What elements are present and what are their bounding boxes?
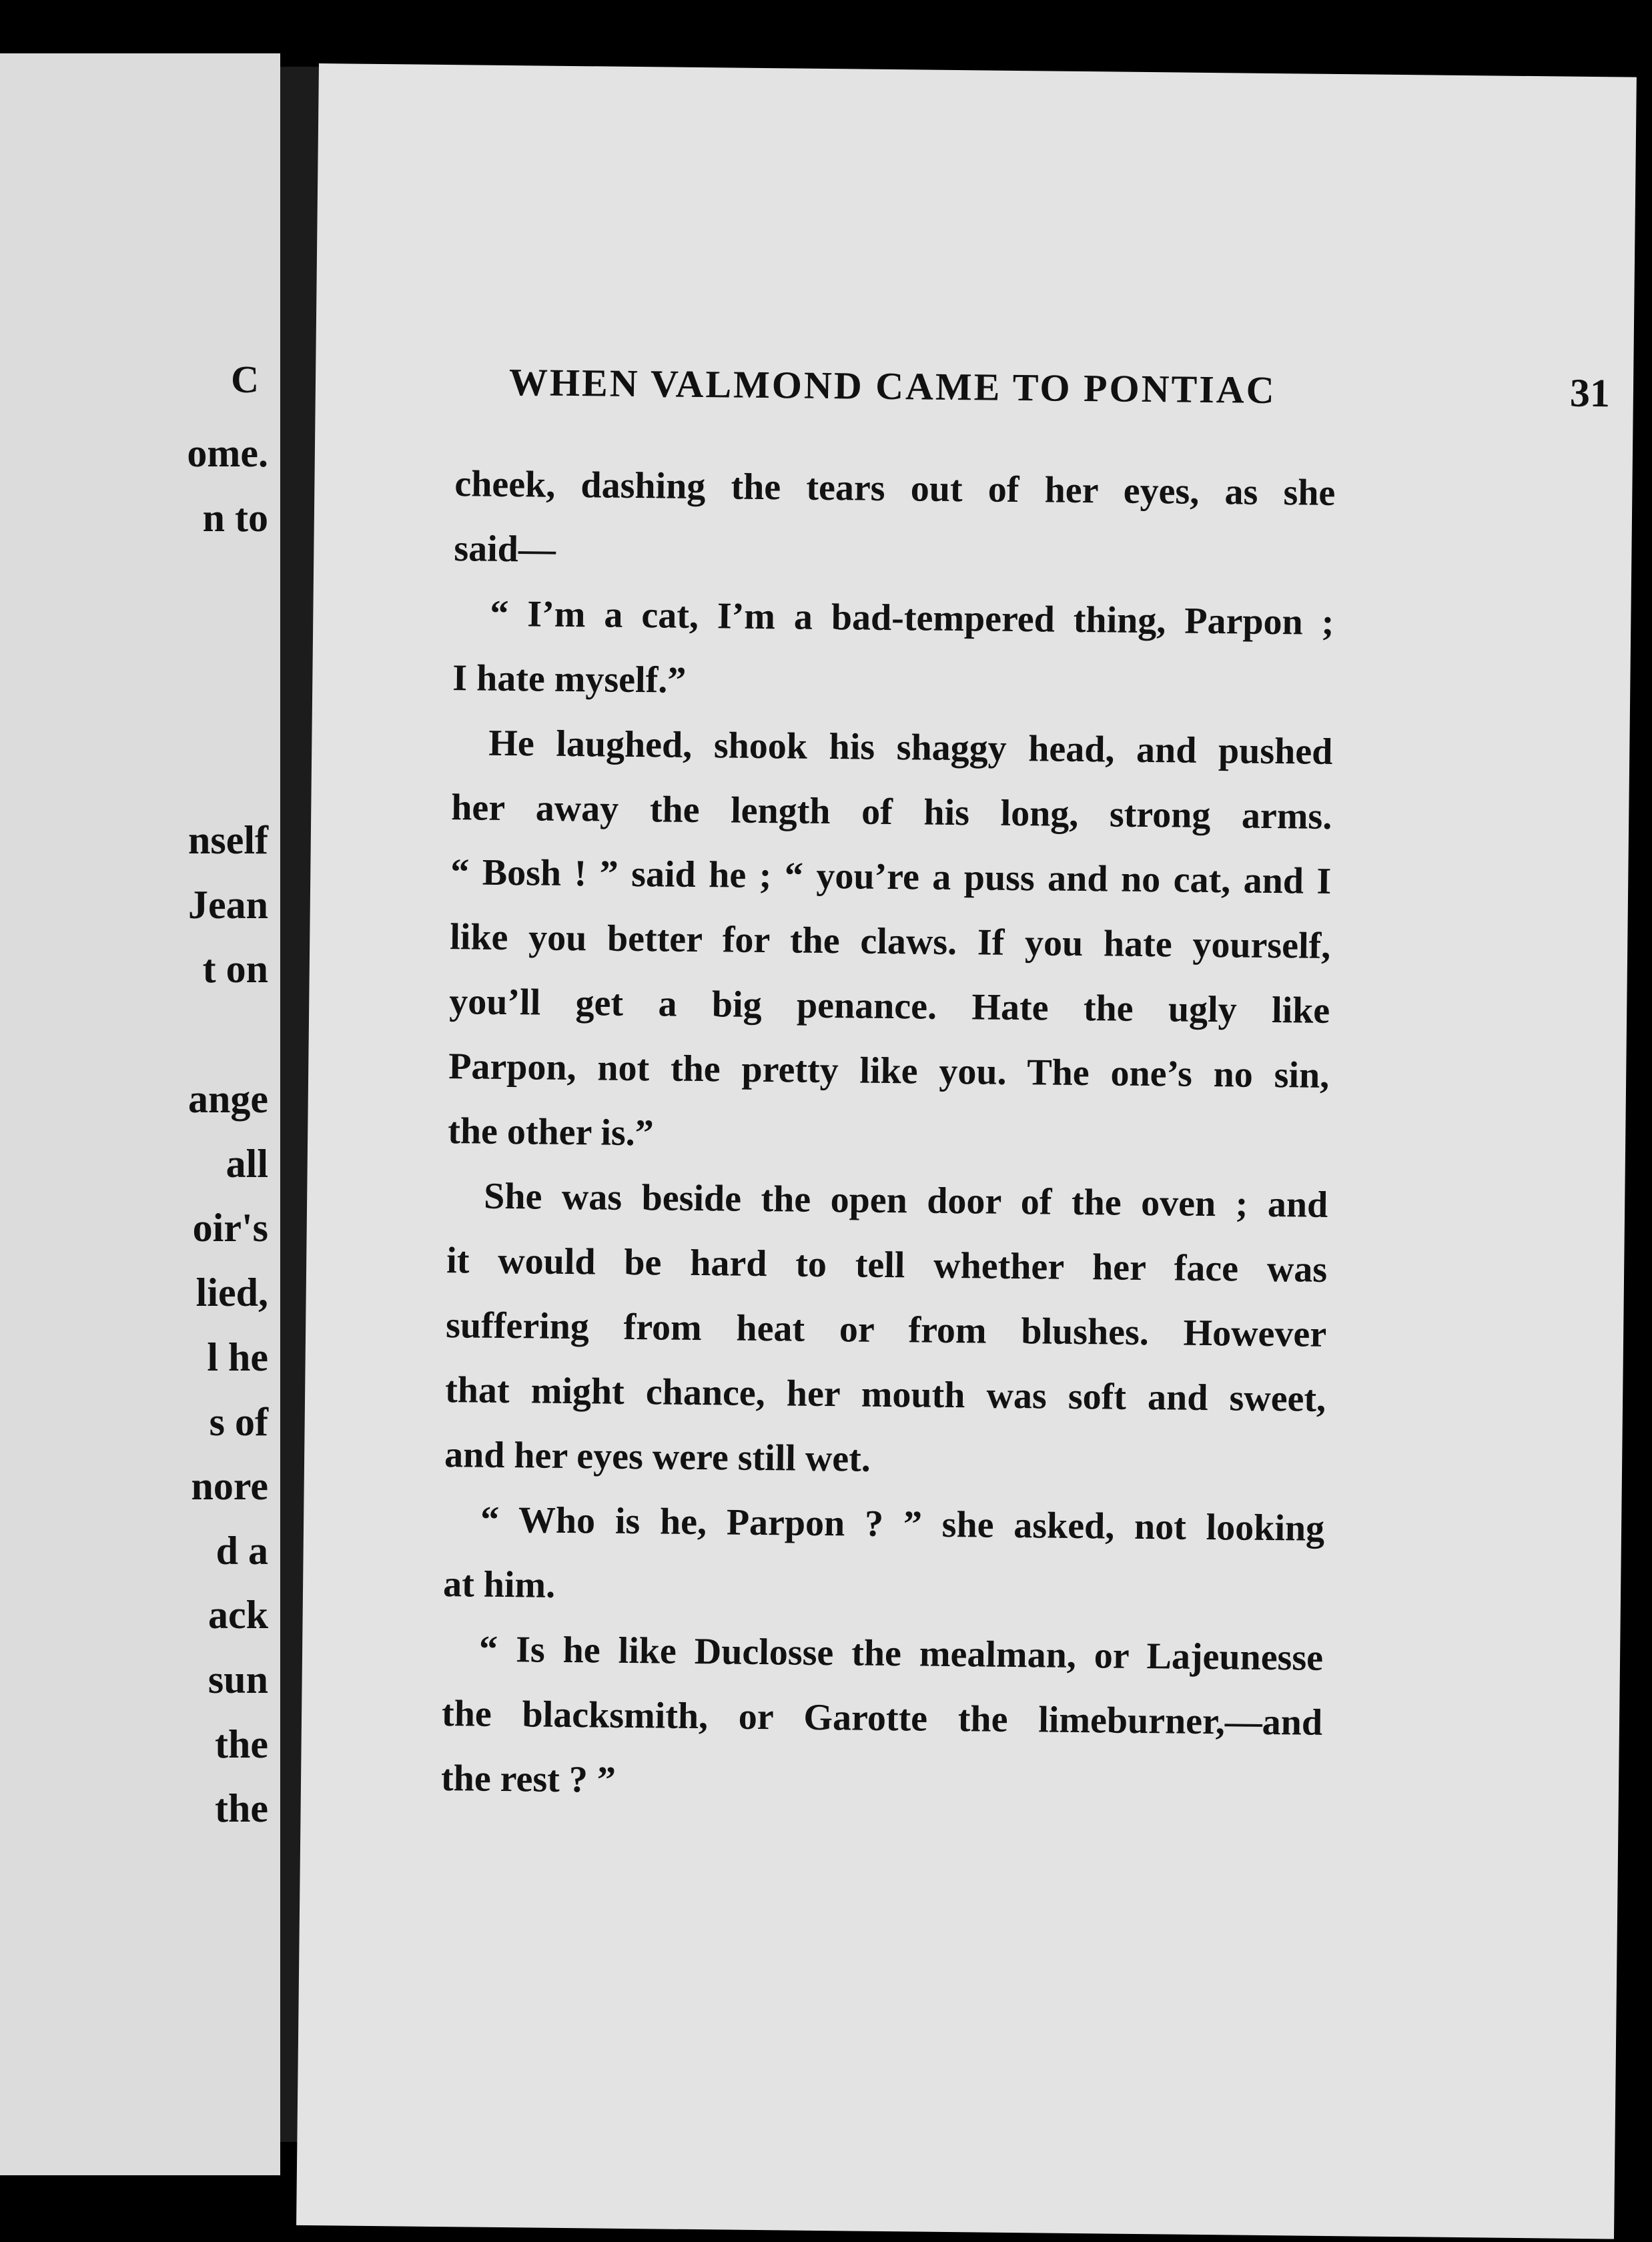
- text-line: Parpon, not the pretty like you. The one’s no sin,: [448, 1046, 1330, 1096]
- left-running-head-fragment: C: [231, 358, 260, 401]
- text-line: said—: [454, 528, 556, 571]
- left-line-fragment: the: [215, 1786, 268, 1830]
- left-line-fragment: d a: [216, 1529, 268, 1573]
- text-line: “ Is he like Duclosse the mealman, or Lajeunesse: [478, 1628, 1324, 1679]
- text-line: I hate myself.”: [452, 657, 687, 701]
- left-line-fragment: n to: [202, 496, 268, 540]
- text-line: at him.: [442, 1563, 556, 1606]
- left-line-fragment: nore: [191, 1464, 268, 1508]
- left-line-fragment: t on: [202, 947, 268, 991]
- left-line-fragment: lied,: [195, 1270, 268, 1315]
- left-line-fragment: ome.: [187, 431, 268, 475]
- paragraph: [448, 711, 1333, 1173]
- left-line-fragment: the: [215, 1722, 268, 1766]
- left-page: [0, 53, 280, 2175]
- text-line: suffering from heat or from blushes. However: [445, 1304, 1327, 1355]
- text-line: her away the length of his long, strong arms.: [451, 787, 1332, 837]
- text-line: the rest ? ”: [440, 1758, 616, 1801]
- text-line: you’ll get a big penance. Hate the ugly like: [448, 981, 1330, 1032]
- text-line: and her eyes were still wet.: [444, 1434, 871, 1480]
- text-line: “ Who is he, Parpon ? ” she asked, not looking: [480, 1499, 1325, 1549]
- left-line-fragment: all: [226, 1142, 268, 1186]
- left-line-fragment: nself: [188, 818, 268, 862]
- text-line: “ I’m a cat, I’m a bad-tempered thing, Parpon ;: [490, 593, 1334, 643]
- right-page: [296, 63, 1637, 2239]
- text-line: the blacksmith, or Garotte the limeburner,—and: [441, 1693, 1323, 1744]
- page-number: 31: [1569, 370, 1611, 416]
- running-head-title: WHEN VALMOND CAME TO PONTIAC: [508, 360, 1276, 412]
- text-line: it would be hard to tell whether her face was: [446, 1240, 1328, 1290]
- running-head: [509, 359, 1611, 416]
- text-line: He laughed, shook his shaggy head, and pushed: [488, 722, 1333, 773]
- paragraph: [441, 1617, 1324, 1820]
- left-line-fragment: sun: [208, 1657, 268, 1702]
- paragraph: [443, 1487, 1325, 1626]
- text-line: “ Bosh ! ” said he ; “ you’re a puss and no cat, and I: [450, 851, 1332, 902]
- body-text: [441, 452, 1336, 1820]
- paragraph: [454, 452, 1336, 591]
- left-line-fragment: l he: [207, 1335, 268, 1379]
- paragraph: [444, 1164, 1328, 1497]
- text-line: like you better for the claws. If you hate yourself,: [449, 916, 1331, 967]
- left-line-fragment: s of: [209, 1400, 268, 1444]
- left-line-fragment: ack: [208, 1593, 268, 1637]
- text-line: that might chance, her mouth was soft and sweet,: [444, 1369, 1326, 1420]
- text-line: cheek, dashing the tears out of her eyes, as she: [454, 463, 1336, 514]
- text-line: the other is.”: [447, 1110, 655, 1154]
- left-line-fragment: ange: [188, 1077, 268, 1121]
- left-line-fragment: Jean: [188, 883, 268, 927]
- paragraph: [452, 581, 1334, 720]
- left-line-fragment: oir's: [192, 1206, 268, 1250]
- text-line: She was beside the open door of the oven ; and: [483, 1175, 1328, 1226]
